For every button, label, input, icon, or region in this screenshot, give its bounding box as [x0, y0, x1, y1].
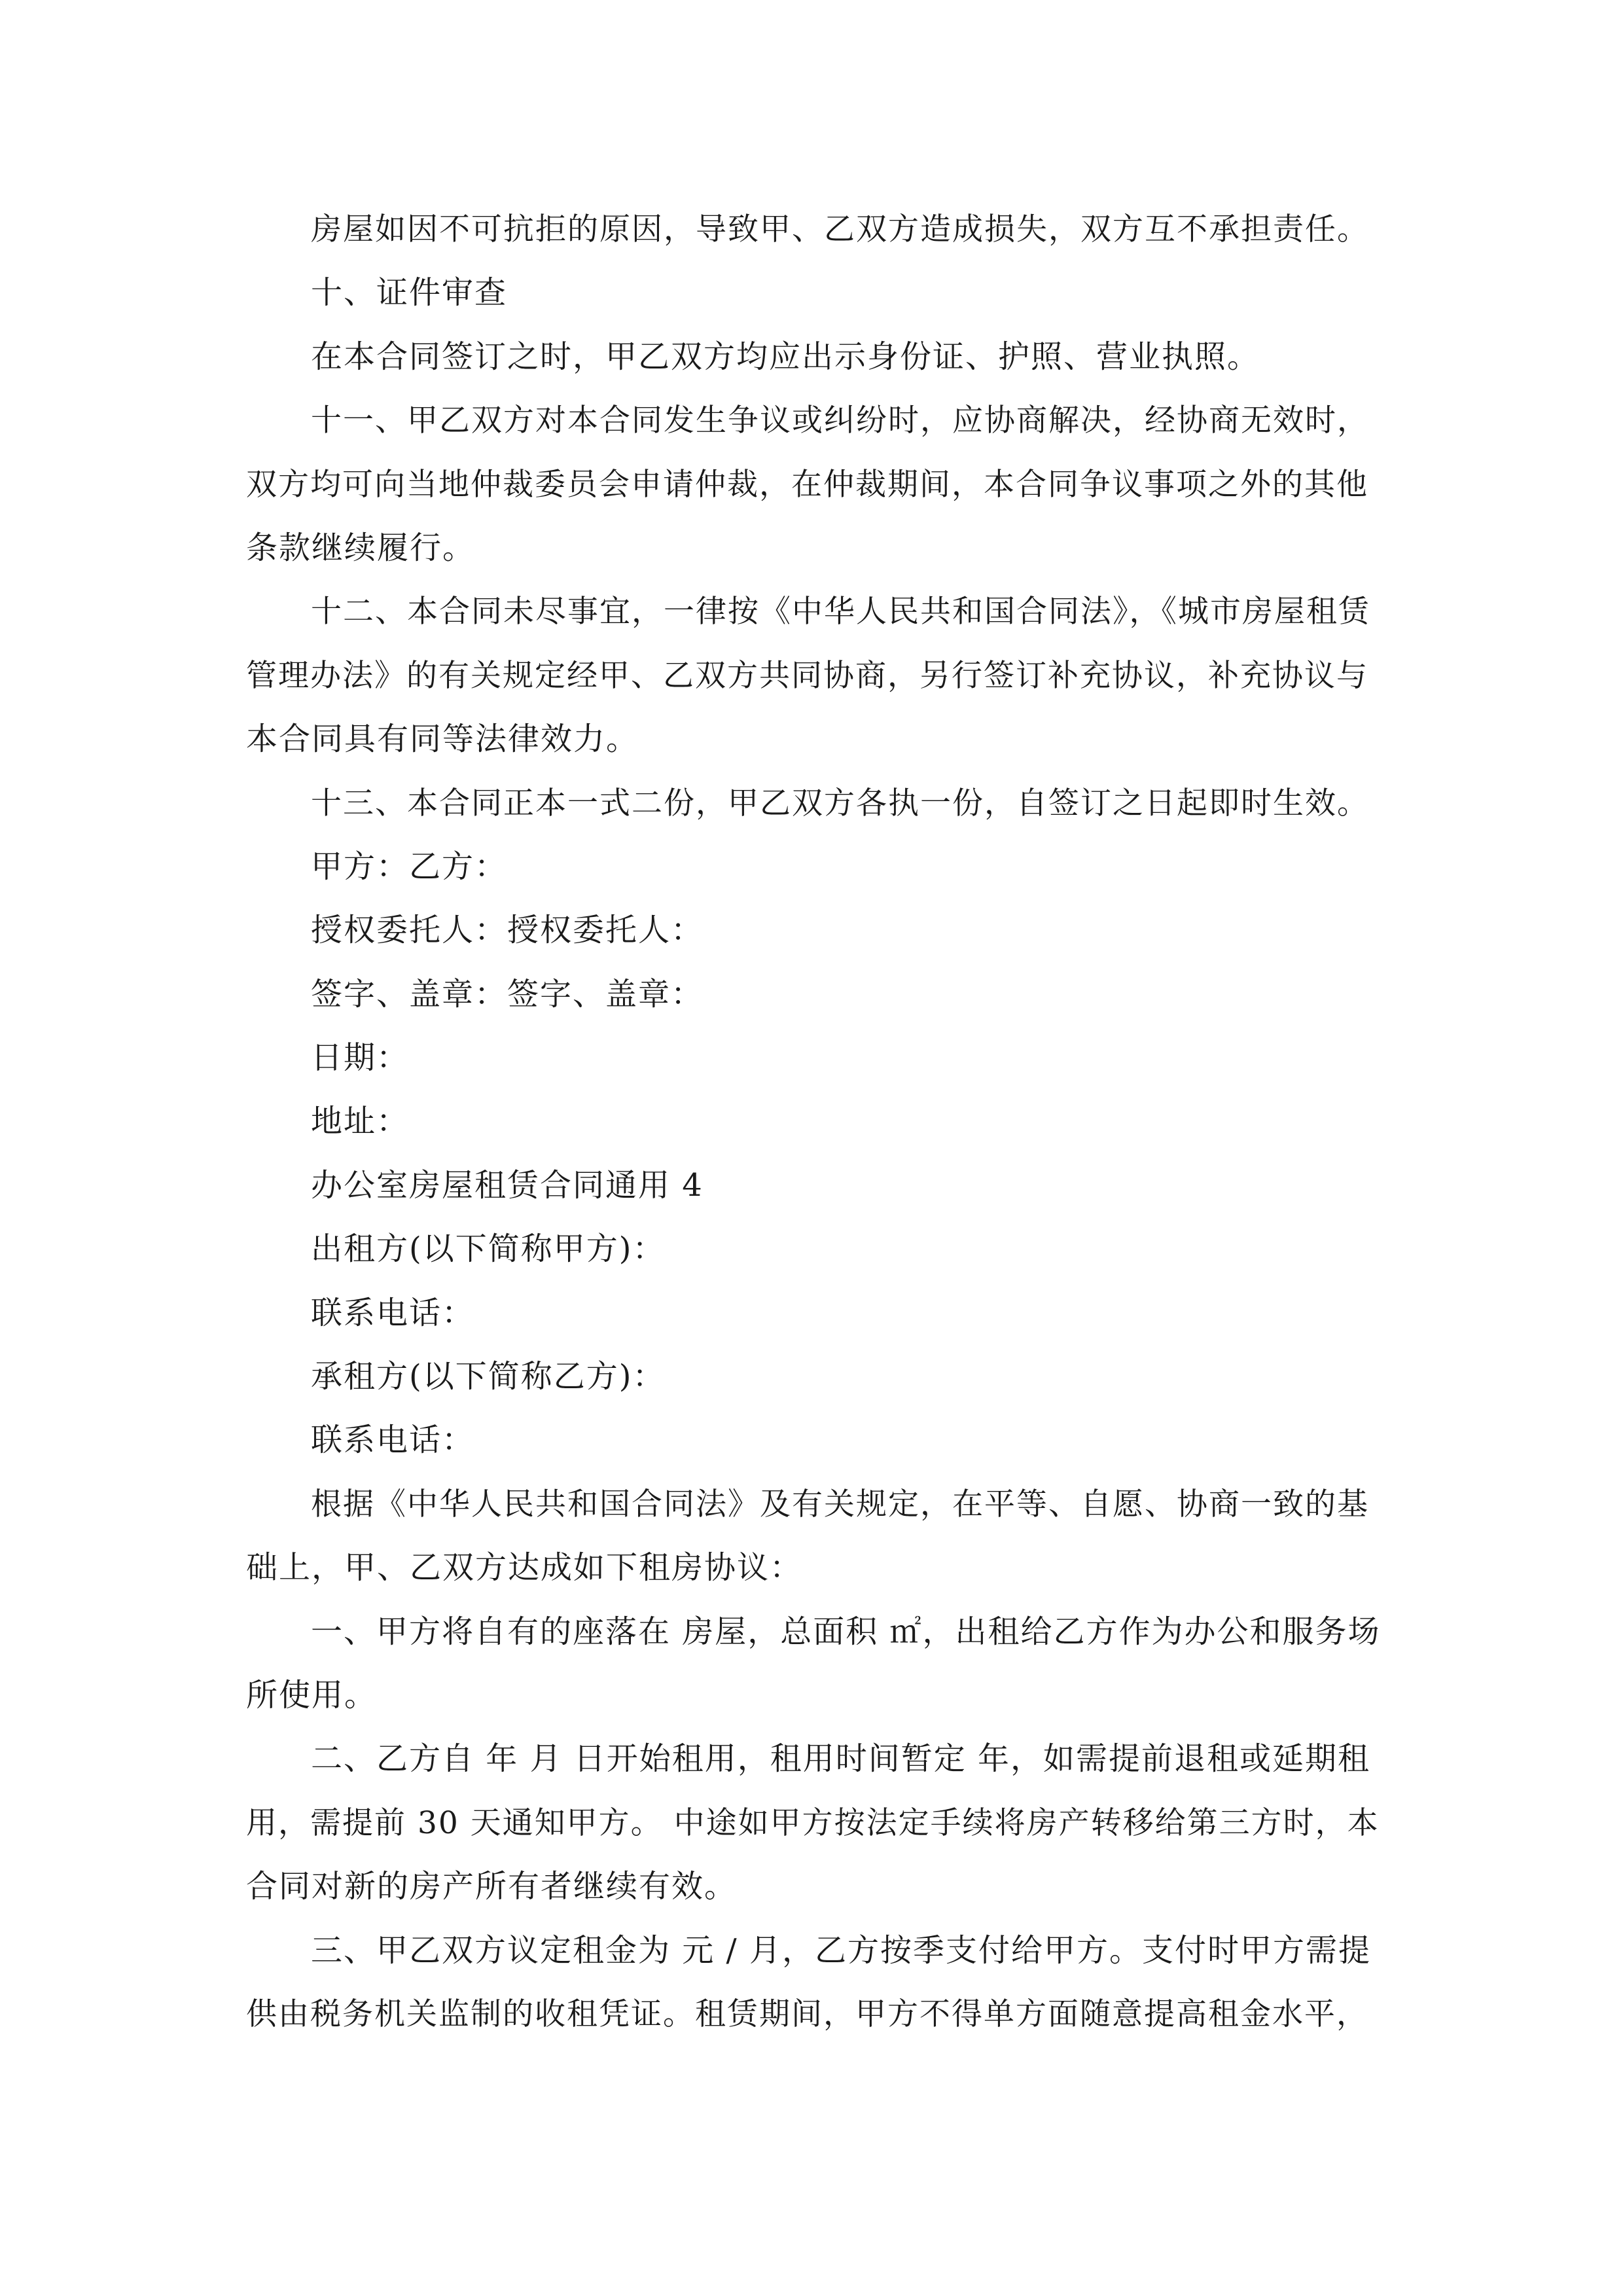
text-line: 联系电话： — [311, 1294, 475, 1331]
text-line: 双方均可向当地仲裁委员会申请仲裁，在仲裁期间，本合同争议事项之外的其他 — [246, 466, 1368, 503]
text-line: 授权委托人：授权委托人： — [311, 912, 704, 949]
text-line: 一、甲方将自有的座落在 房屋，总面积 ㎡，出租给乙方作为办公和服务场 — [311, 1613, 1381, 1650]
text-line: 承租方(以下简称乙方)： — [311, 1358, 666, 1395]
text-line: 本合同具有同等法律效力。 — [246, 721, 639, 758]
text-line: 地址： — [311, 1103, 410, 1140]
text-line: 三、甲乙双方议定租金为 元 / 月，乙方按季支付给甲方。支付时甲方需提 — [311, 1931, 1371, 1969]
text-line: 合同对新的房产所有者继续有效。 — [246, 1868, 738, 1905]
text-line: 联系电话： — [311, 1422, 475, 1459]
text-line: 条款继续履行。 — [246, 529, 476, 566]
text-line: 甲方：乙方： — [311, 848, 508, 885]
text-line: 十二、本合同未尽事宜，一律按《中华人民共和国合同法》，《城市房屋租赁 — [311, 594, 1370, 630]
text-line: 础上，甲、乙双方达成如下租房协议： — [246, 1549, 803, 1587]
text-line: 十三、本合同正本一式二份，甲乙双方各执一份，自签订之日起即时生效。 — [311, 785, 1369, 821]
text-line: 十一、甲乙双方对本合同发生争议或纠纷时，应协商解决，经协商无效时， — [311, 403, 1369, 439]
text-line: 十、证件审查 — [311, 274, 508, 312]
text-line: 在本合同签订之时，甲乙双方均应出示身份证、护照、营业执照。 — [311, 338, 1260, 375]
contract-text — [246, 198, 1385, 2046]
text-line: 供由税务机关监制的收租凭证。租赁期间，甲方不得单方面随意提高租金水平， — [246, 1996, 1368, 2032]
text-line: 用，需提前 30 天通知甲方。 中途如甲方按法定手续将房产转移给第三方时，本 — [246, 1804, 1380, 1841]
text-line: 所使用。 — [246, 1676, 378, 1713]
text-line: 二、乙方自 年 月 日开始租用，租用时间暂定 年，如需提前退租或延期租 — [311, 1740, 1371, 1778]
text-line: 日期： — [311, 1039, 410, 1077]
text-line: 根据《中华人民共和国合同法》及有关规定，在平等、自愿、协商一致的基 — [311, 1486, 1369, 1522]
text-line: 签字、盖章：签字、盖章： — [311, 975, 704, 1013]
text-line: 办公室房屋租赁合同通用 4 — [311, 1166, 704, 1204]
text-line: 房屋如因不可抗拒的原因，导致甲、乙双方造成损失，双方互不承担责任。 — [311, 211, 1369, 247]
text-line: 出租方(以下简称甲方)： — [311, 1230, 666, 1268]
text-line: 管理办法》的有关规定经甲、乙双方共同协商，另行签订补充协议，补充协议与 — [246, 657, 1368, 694]
